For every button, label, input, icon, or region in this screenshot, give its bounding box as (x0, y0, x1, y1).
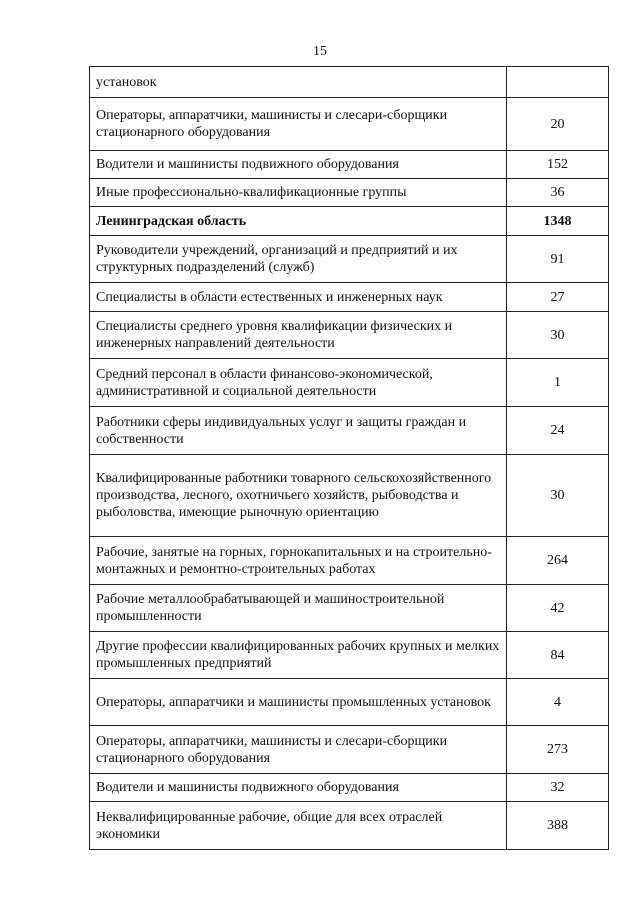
table-row (90, 98, 609, 151)
table-row (90, 585, 609, 632)
row-label: Операторы, аппаратчики и машинисты промышленных установок (90, 679, 507, 726)
table-row (90, 774, 609, 802)
page-number: 15 (313, 44, 327, 59)
row-value: 1348 (507, 207, 609, 236)
row-value (507, 67, 609, 98)
row-value: 4 (507, 679, 609, 726)
table-row (90, 537, 609, 585)
table-row (90, 283, 609, 312)
row-value: 273 (507, 726, 609, 774)
row-value: 27 (507, 283, 609, 312)
row-value: 152 (507, 151, 609, 179)
row-label: Специалисты в области естественных и инженерных наук (90, 283, 507, 312)
table-row (90, 455, 609, 537)
row-label: Водители и машинисты подвижного оборудования (90, 151, 507, 179)
table-row (90, 312, 609, 359)
row-value: 36 (507, 179, 609, 207)
row-label: Средний персонал в области финансово-экономической, административной и социальной деятельности (90, 359, 507, 407)
row-value: 24 (507, 407, 609, 455)
row-value: 30 (507, 455, 609, 537)
row-value: 264 (507, 537, 609, 585)
table-row (90, 359, 609, 407)
row-value: 30 (507, 312, 609, 359)
row-label: Рабочие металлообрабатывающей и машиностроительной промышленности (90, 585, 507, 632)
row-label: Работники сферы индивидуальных услуг и защиты граждан и собственности (90, 407, 507, 455)
table-row (90, 67, 609, 98)
row-label: Операторы, аппаратчики, машинисты и слесари-сборщики стационарного оборудования (90, 726, 507, 774)
row-label: Водители и машинисты подвижного оборудования (90, 774, 507, 802)
row-label: Рабочие, занятые на горных, горнокапитальных и на строительно-монтажных и ремонтно-строительных работах (90, 537, 507, 585)
row-value: 91 (507, 236, 609, 283)
row-label: установок (90, 67, 507, 98)
row-value: 84 (507, 632, 609, 679)
table-row (90, 407, 609, 455)
row-label: Руководители учреждений, организаций и предприятий и их структурных подразделений (служб) (90, 236, 507, 283)
table-row (90, 236, 609, 283)
row-label: Специалисты среднего уровня квалификации физических и инженерных направлений деятельности (90, 312, 507, 359)
row-value: 1 (507, 359, 609, 407)
row-value: 388 (507, 802, 609, 850)
row-label: Неквалифицированные рабочие, общие для всех отраслей экономики (90, 802, 507, 850)
row-label: Другие профессии квалифицированных рабочих крупных и мелких промышленных предприятий (90, 632, 507, 679)
table-body (90, 67, 609, 850)
row-label: Операторы, аппаратчики, машинисты и слесари-сборщики стационарного оборудования (90, 98, 507, 151)
occupation-table (89, 66, 609, 850)
table-row (90, 632, 609, 679)
table-row (90, 207, 609, 236)
row-value: 20 (507, 98, 609, 151)
table-row (90, 179, 609, 207)
row-label: Квалифицированные работники товарного сельскохозяйственного производства, лесного, охотничьего хозяйств, рыбоводства и рыболовства, имеющие рыночную ориентацию (90, 455, 507, 537)
table-row (90, 802, 609, 850)
row-value: 32 (507, 774, 609, 802)
table-row (90, 726, 609, 774)
row-value: 42 (507, 585, 609, 632)
table-row (90, 151, 609, 179)
table-row (90, 679, 609, 726)
row-label: Иные профессионально-квалификационные группы (90, 179, 507, 207)
row-label: Ленинградская область (90, 207, 507, 236)
